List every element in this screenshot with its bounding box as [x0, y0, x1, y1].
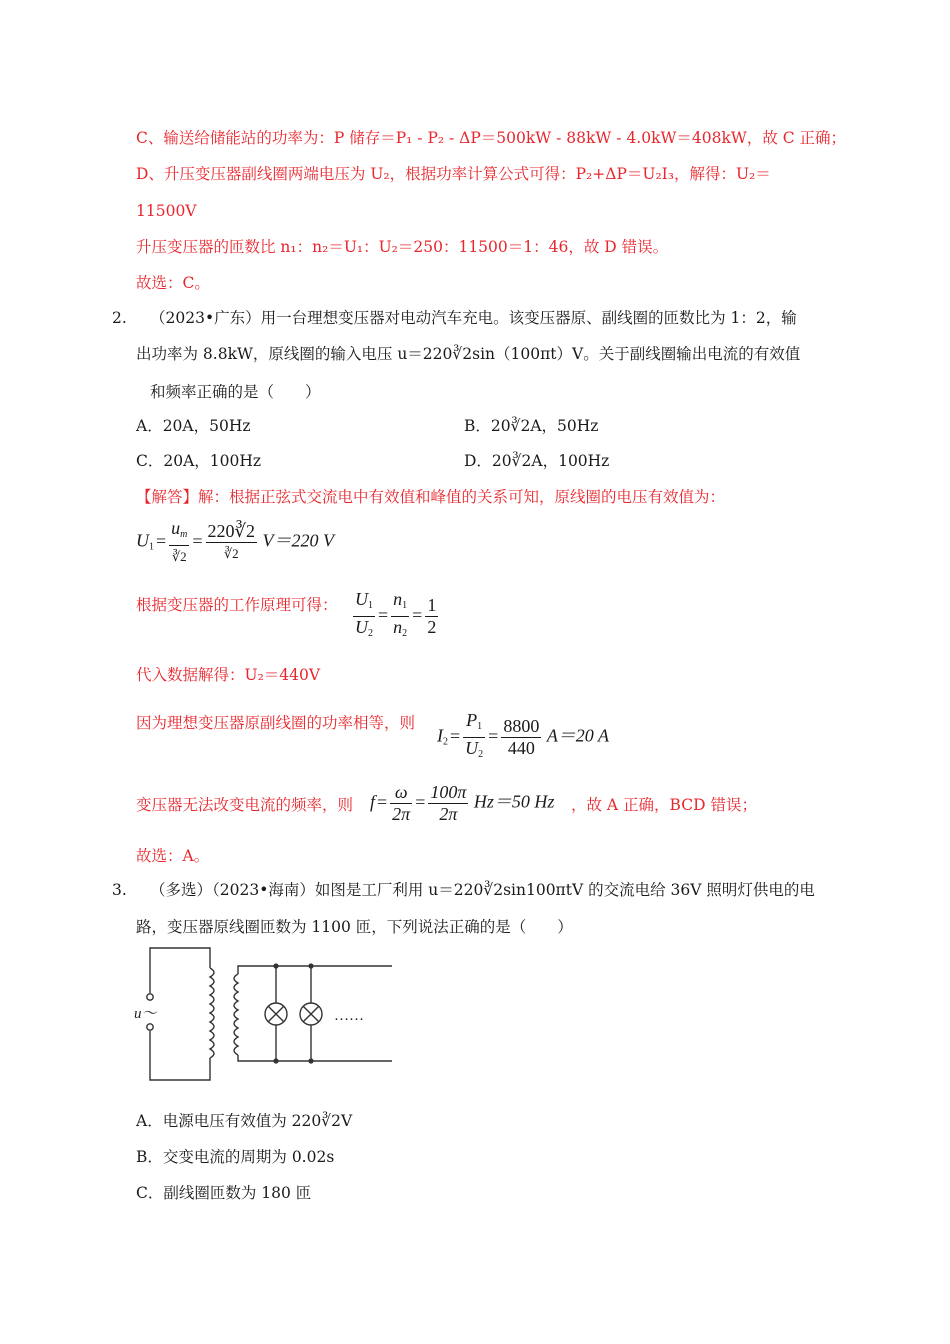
q2-option-a: A．20A，50Hz — [136, 417, 251, 435]
q1-solution-d: D、升压变压器副线圈两端电压为 U₂，根据功率计算公式可得：P₂+ΔP＝U₂I₃，解得：U₂＝ — [136, 165, 771, 183]
eq5-frac2-den: 2π — [439, 804, 458, 824]
eq1-frac2-den: ∛2 — [223, 546, 239, 561]
eq1-lhs: U — [136, 530, 149, 551]
q3-stem-line2: 路，变压器原线圈匝数为 1100 匝，下列说法正确的是（ ） — [136, 918, 573, 936]
eq4-frac1-den-sub: 2 — [478, 749, 484, 760]
terminal-top — [147, 994, 153, 1000]
eq2-u-den: U — [355, 617, 368, 637]
eq2-n-den: n — [393, 617, 403, 637]
eq2-u-den-sub: 2 — [368, 628, 373, 639]
source-label: u～ — [134, 1006, 157, 1022]
solution-intro-text: 解：根据正弦式交流电中有效值和峰值的关系可知，原线圈的电压有效值为： — [198, 488, 726, 506]
eq5-frac2 — [428, 782, 468, 825]
equation-i2: $I_2$ = $\frac{P_1}{U_2}$ = $\frac{8800}{440}$ A＝20 A — [437, 710, 609, 765]
eq2-n-num: n — [393, 589, 403, 609]
eq2-u-num-sub: 1 — [368, 600, 373, 611]
q2-number: 2. — [112, 309, 127, 327]
eq1-lhs-sub: 1 — [149, 541, 154, 553]
q2-stem-line1: （2023•广东）用一台理想变压器对电动汽车充电。该变压器原、副线圈的匝数比为 1：2，输 — [150, 309, 797, 327]
eq1-frac1-den: ∛2 — [171, 549, 187, 564]
eq1-frac2 — [206, 521, 257, 564]
eq4-tail: A＝20 A — [546, 725, 609, 746]
solution-tag: 【解答】 — [136, 488, 199, 506]
eq4-frac2 — [501, 716, 541, 759]
eq2-ratio-num: 1 — [427, 595, 437, 615]
eq5-frac1-num: ω — [390, 782, 412, 804]
q2-step3: 代入数据解得：U₂＝440V — [136, 666, 321, 684]
q1-solution-d-cont: 11500V — [136, 202, 197, 220]
q1-answer: 故选：C。 — [136, 274, 210, 292]
q2-step4-text: 因为理想变压器原副线圈的功率相等，则 — [136, 714, 416, 732]
q2-stem-line2: 出功率为 8.8kW，原线圈的输入电压 u＝220∛2sin（100πt）V。关于副线圈输出电流的有效值 — [136, 345, 801, 363]
secondary-bottom-rail — [238, 1055, 392, 1061]
primary-coil — [210, 968, 214, 1058]
equation-frequency: f = $\frac{\omega}{2\pi}$ = $\frac{100\pi}{2\pi}$ Hz＝50 Hz — [370, 782, 555, 824]
eq2-ratio-den: 2 — [427, 617, 437, 637]
q2-stem-line3: 和频率正确的是（ ） — [150, 383, 321, 401]
eq4-frac1-num-sub: 1 — [477, 721, 483, 732]
q3-option-c: C．副线圈匝数为 180 匝 — [136, 1184, 312, 1202]
eq2-frac-n — [391, 589, 409, 644]
eq4-lhs: I — [437, 725, 443, 746]
eq5-tail: Hz＝50 Hz — [473, 791, 555, 812]
eq1-tail: V＝220 V — [262, 530, 335, 551]
secondary-coil — [234, 974, 238, 1055]
primary-wire-top — [150, 948, 210, 993]
q3-option-b: B．交变电流的周期为 0.02s — [136, 1148, 335, 1166]
eq5-frac1 — [390, 782, 412, 825]
q2-step5-tail: ，故 A 正确，BCD 错误； — [571, 796, 757, 814]
primary-wire-bottom — [150, 1031, 210, 1080]
q1-turns-ratio: 升压变压器的匝数比 n₁：n₂＝U₁：U₂＝250：11500＝1：46，故 D 错误。 — [136, 238, 669, 256]
equation-turns-ratio: $\frac{U_1}{U_2}$ = $\frac{n_1}{n_2}$ = $\frac{1}{2}$ — [352, 589, 439, 644]
secondary-top-rail — [238, 966, 392, 974]
q2-solution-intro — [136, 486, 725, 508]
eq5-lhs: f — [370, 791, 376, 812]
eq1-frac1 — [169, 518, 189, 567]
junction-dot — [273, 963, 278, 968]
eq4-frac2-den: 440 — [507, 738, 535, 758]
junction-dot — [308, 963, 313, 968]
eq1-frac2-num: 220∛2 — [207, 521, 256, 541]
q1-solution-c: C、输送给储能站的功率为：P 储存＝P₁ - P₂ - ΔP＝500kW - 88kW - 4.0kW＝408kW，故 C 正确； — [136, 129, 847, 147]
q3-option-a: A．电源电压有效值为 220∛2V — [136, 1112, 353, 1130]
eq4-frac1-den: U — [465, 738, 479, 758]
more-lamps-dots: …… — [334, 1008, 364, 1024]
q2-option-d: D．20∛2A，100Hz — [464, 452, 610, 470]
eq2-frac-ratio — [425, 595, 438, 638]
terminal-bottom — [147, 1024, 153, 1030]
eq5-frac1-den: 2π — [392, 804, 411, 824]
eq4-lhs-sub: 2 — [443, 736, 448, 748]
q2-step2-text: 根据变压器的工作原理可得： — [136, 596, 338, 614]
eq2-n-den-sub: 2 — [402, 628, 408, 639]
eq4-frac1 — [463, 710, 485, 765]
eq4-frac1-num: P — [466, 710, 478, 730]
q2-answer: 故选：A。 — [136, 847, 210, 865]
q3-number: 3. — [112, 881, 127, 899]
junction-dot — [273, 1058, 278, 1063]
eq2-n-num-sub: 1 — [402, 600, 408, 611]
eq1-frac1-num: u — [171, 518, 181, 538]
junction-dot — [308, 1058, 313, 1063]
q2-option-c: C．20A，100Hz — [136, 452, 262, 470]
q3-stem-line1: （多选）（2023•海南）如图是工厂利用 u＝220∛2sin100πtV 的交流电给 36V 照明灯供电的电 — [150, 881, 815, 899]
eq2-frac-u — [353, 589, 375, 644]
q2-step5-text: 变压器无法改变电流的频率，则 — [136, 796, 354, 814]
eq2-u-num: U — [355, 589, 368, 609]
eq5-frac2-num: 100π — [430, 782, 467, 802]
eq1-frac1-num-sub: m — [180, 529, 188, 540]
transformer-circuit-diagram — [128, 940, 400, 1086]
q2-option-b: B．20∛2A，50Hz — [464, 417, 599, 435]
eq4-frac2-num: 8800 — [503, 716, 540, 736]
equation-u1: $U_1$ = $\frac{u_m}{∛2}$ = $\frac{220∛2}{∛2}$ V＝220 V — [136, 518, 334, 567]
